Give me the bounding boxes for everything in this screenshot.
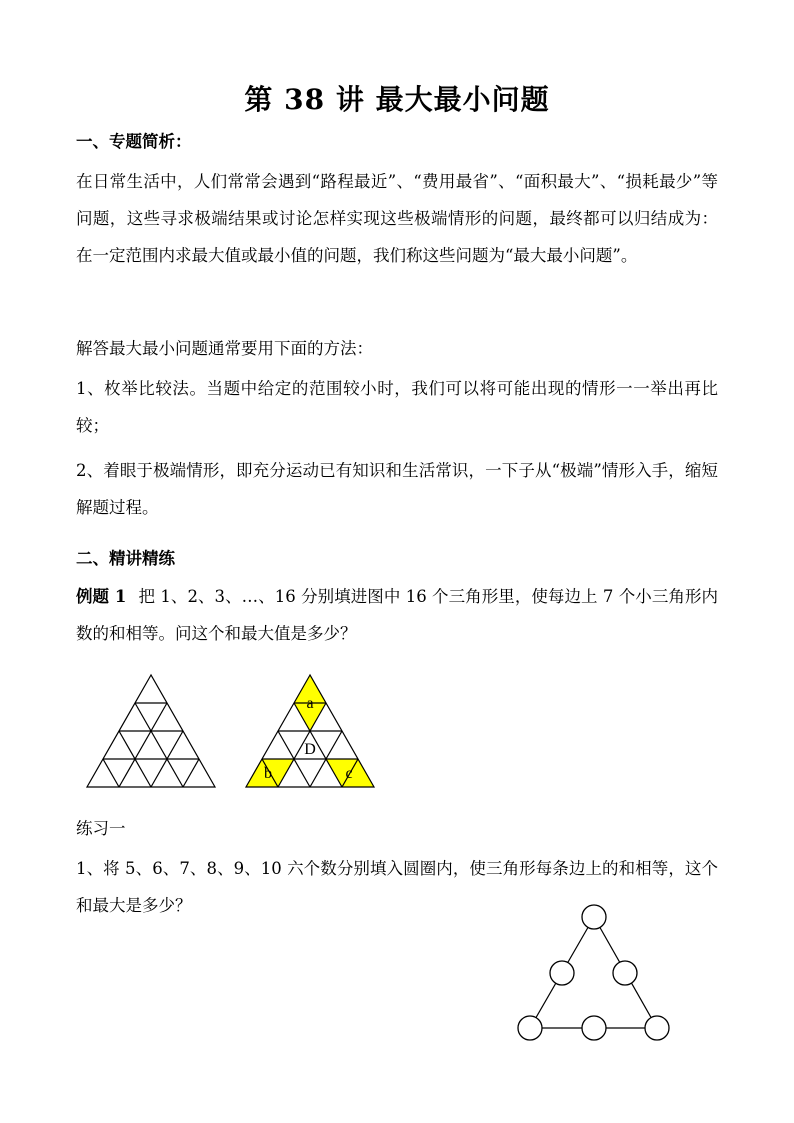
method-1: 1、枚举比较法。当题中给定的范围较小时，我们可以将可能出现的情形一一举出再比较； xyxy=(76,379,718,435)
circle-triangle-figure xyxy=(512,898,676,1050)
page-title: 第 38 讲 最大最小问题 xyxy=(244,83,550,116)
section2-heading: 二、精讲精练 xyxy=(76,549,175,568)
circle-top xyxy=(582,905,606,929)
section1-heading: 一、专题简析： xyxy=(76,132,192,151)
example1-label: 例题 1 xyxy=(76,587,127,606)
circle-mid-left xyxy=(550,961,574,985)
example1-paragraph xyxy=(76,578,718,652)
circle-bottom-right xyxy=(645,1016,669,1040)
label-a: a xyxy=(306,695,314,712)
method-2: 2、着眼于极端情形，即充分运动已有知识和生活常识，一下子从“极端”情形入手，缩短解题过程。 xyxy=(76,461,718,517)
circle-bottom-middle xyxy=(582,1016,606,1040)
circle-bottom-left xyxy=(518,1016,542,1040)
grid-line-r3 xyxy=(103,759,119,787)
label-b: b xyxy=(264,765,272,782)
label-d: D xyxy=(304,741,316,758)
circle-mid-right xyxy=(613,961,637,985)
grid-line-l3 xyxy=(183,759,199,787)
grid-line-l1 xyxy=(119,703,167,787)
grid-line-r1 xyxy=(135,703,183,787)
practice1-paragraph: 1、将 5、6、7、8、9、10 六个数分别填入圆圈内，使三角形每条边上的和相等，这个和最大是多少？ xyxy=(76,859,718,915)
label-c: c xyxy=(345,765,353,782)
example1-text: 把 1、2、3、…、16 分别填进图中 16 个三角形里，使每边上 7 个小三角形内数的和相等。问这个和最大值是多少？ xyxy=(76,587,718,643)
practice-heading: 练习一 xyxy=(76,819,126,838)
intro-paragraph: 在日常生活中，人们常常会遇到“路程最近”、“费用最省”、“面积最大”、“损耗最少”等问题，这些寻求极端结果或讨论怎样实现这些极端情形的问题，最终都可以归结成为：在一定范围内求最大值或最小值的问题，我们称这些问题为“最大最小问题”。 xyxy=(76,172,718,265)
labeled-triangle-figure xyxy=(242,672,378,790)
triangle-grid-figure xyxy=(84,672,218,790)
methods-intro: 解答最大最小问题通常要用下面的方法： xyxy=(76,339,373,358)
